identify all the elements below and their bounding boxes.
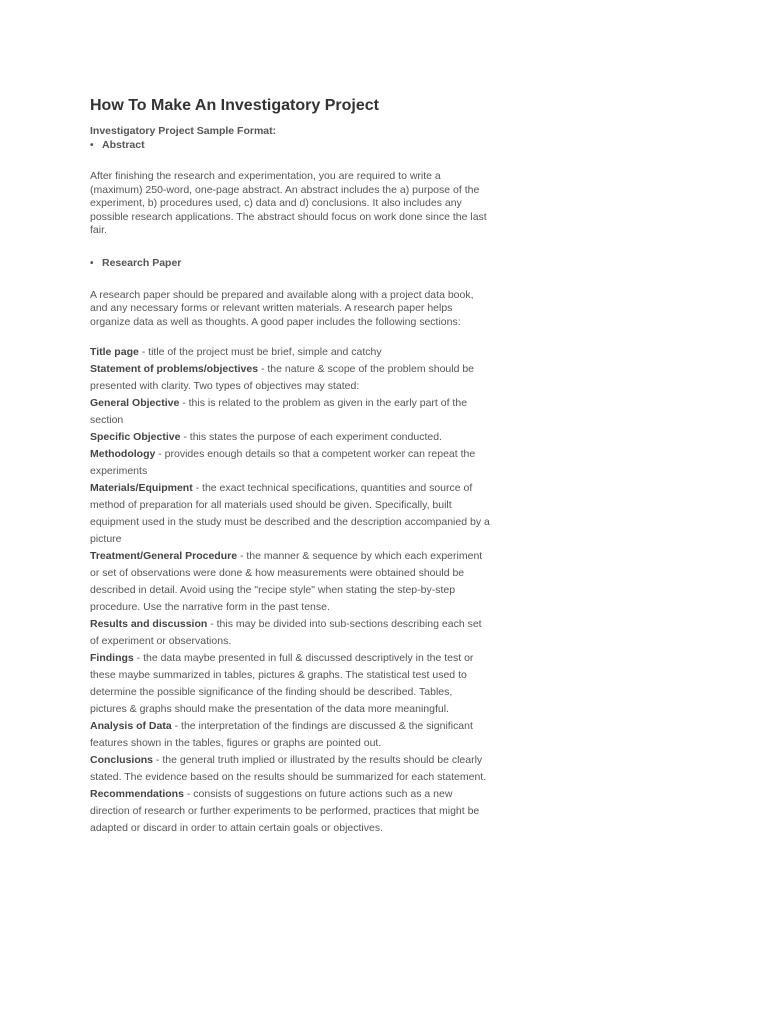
section-term: Recommendations	[90, 788, 184, 800]
section-desc: - the manner & sequence by which each experiment or set of observations were done & how measurements were obtained should be described in detail. Avoid using the "recipe style" when stating the step-by-step procedure. Use the narrative form in the past tense.	[90, 550, 483, 613]
section-desc: - this states the purpose of each experiment conducted.	[180, 431, 442, 443]
section-term: Results and discussion	[90, 618, 208, 630]
section-term: Specific Objective	[90, 431, 181, 443]
bullet-dot-icon: •	[90, 257, 94, 269]
section-item	[90, 650, 490, 718]
section-desc: - the exact technical specifications, quantities and source of method of preparation for all materials used should be given. Specifically, built equipment used in the study must be described and the description accompanied by a picture	[90, 482, 490, 545]
section-item	[90, 480, 490, 548]
sections-list	[90, 344, 490, 837]
section-item	[90, 429, 490, 446]
abstract-heading: Abstract	[102, 139, 145, 151]
section-term: General Objective	[90, 397, 180, 409]
section-term: Methodology	[90, 448, 156, 460]
section-item	[90, 395, 490, 429]
section-desc: - the general truth implied or illustrated by the results should be clearly stated. The evidence based on the results should be summarized for each statement.	[90, 754, 487, 783]
page-title: How To Make An Investigatory Project	[90, 97, 379, 114]
section-desc: - consists of suggestions on future actions such as a new direction of research or further experiments to be performed, practices that might be adapted or discard in order to attain certain goals or objectives.	[90, 788, 480, 834]
section-desc: - provides enough details so that a competent worker can repeat the experiments	[90, 448, 476, 477]
section-item	[90, 616, 490, 650]
section-item	[90, 344, 490, 361]
section-item	[90, 786, 490, 837]
section-term: Findings	[90, 652, 134, 664]
section-item	[90, 718, 490, 752]
section-desc: - this may be divided into sub-sections describing each set of experiment or observations.	[90, 618, 482, 647]
document-page	[90, 95, 490, 837]
section-term: Treatment/General Procedure	[90, 550, 238, 562]
format-subtitle: Investigatory Project Sample Format:	[90, 125, 277, 137]
section-item	[90, 361, 490, 395]
bullet-dot-icon: •	[90, 140, 94, 151]
section-term: Materials/Equipment	[90, 482, 193, 494]
research-heading: Research Paper	[102, 256, 182, 269]
section-desc: - the data maybe presented in full & discussed descriptively in the test or these maybe summarized in tables, pictures & graphs. The statistical test used to determine the possible significance of the finding should be described. Tables, pictures & graphs should make the presentation of the data more meaningful.	[90, 652, 474, 715]
section-desc: - title of the project must be brief, simple and catchy	[138, 346, 382, 358]
research-bullet	[90, 256, 490, 271]
research-paragraph: A research paper should be prepared and available along with a project data book, and any necessary forms or relevant written materials. A research paper helps organize data as well as thoughts. A good paper includes the following sections:	[90, 288, 474, 328]
abstract-paragraph: After finishing the research and experimentation, you are required to write a (maximum) 250-word, one-page abstract. An abstract includes the a) purpose of the experiment, b) procedures used, c) data and d) conclusions. It also includes any possible research applications. The abstract should focus on work done since the last fair.	[90, 170, 487, 236]
section-desc: - this is related to the problem as given in the early part of the section	[90, 397, 468, 426]
section-desc: - the interpretation of the findings are discussed & the significant features shown in the tables, figures or graphs are pointed out.	[90, 720, 473, 749]
section-item	[90, 752, 490, 786]
section-term: Statement of problems/objectives	[90, 363, 259, 375]
abstract-bullet	[90, 138, 490, 153]
section-item	[90, 446, 490, 480]
section-term: Title page	[90, 346, 139, 358]
section-item	[90, 548, 490, 616]
section-desc: - the nature & scope of the problem should be presented with clarity. Two types of objectives may stated:	[90, 363, 475, 392]
section-term: Analysis of Data	[90, 720, 172, 732]
section-term: Conclusions	[90, 754, 154, 766]
